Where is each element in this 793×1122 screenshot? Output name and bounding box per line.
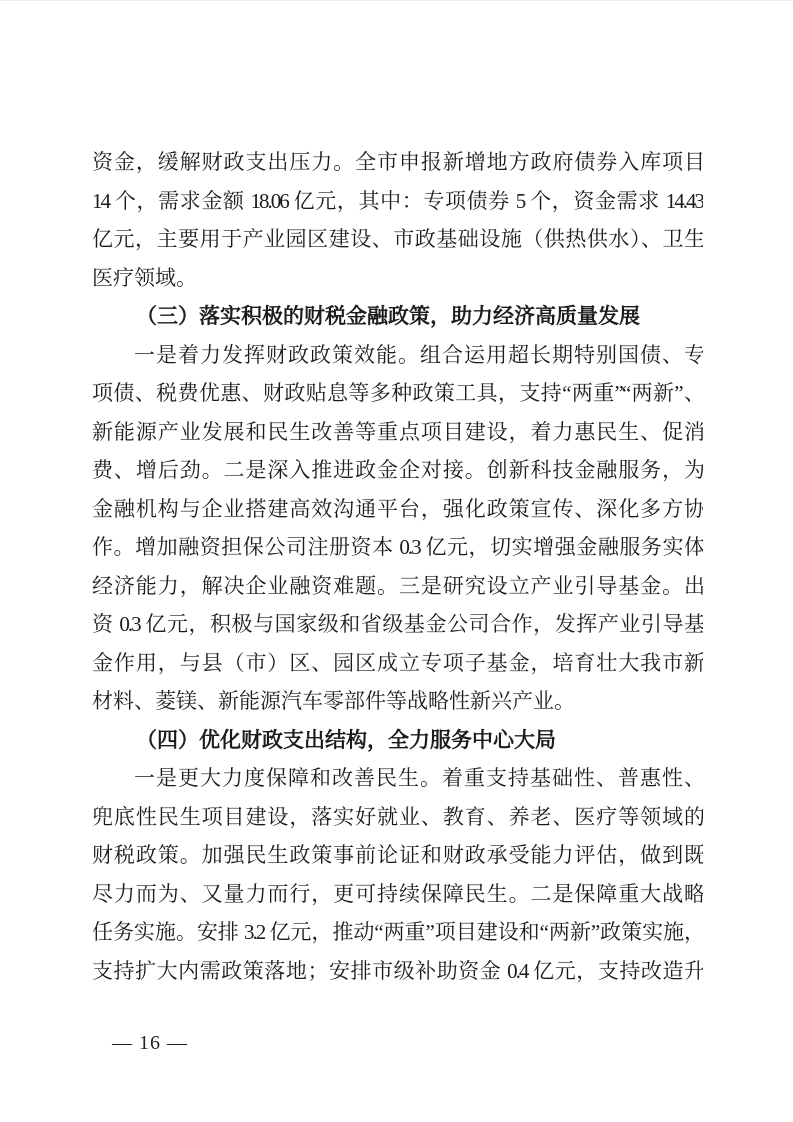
text-line: 财税政策。加强民生政策事前论证和财政承受能力评估，做到既 xyxy=(92,843,703,867)
text-line: 新能源产业发展和民生改善等重点项目建设，着力惠民生、促消 xyxy=(92,419,703,444)
text-line: 14 个，需求金额 18.06 亿元，其中：专项债券 5 个，资金需求 14.43 xyxy=(92,188,703,213)
page-number: — 16 — xyxy=(112,1032,188,1054)
text-line: 金融机构与企业搭建高效沟通平台，强化政策宣传、深化多方协 xyxy=(92,496,703,521)
text-line: 项债、税费优惠、财政贴息等多种政策工具，支持“两重”“两新”、 xyxy=(92,381,703,405)
text-line: 资金，缓解财政支出压力。全市申报新增地方政府债券入库项目 xyxy=(92,150,703,174)
text-line: 一是着力发挥财政政策效能。组合运用超长期特别国债、专 xyxy=(134,342,703,367)
text-line: 经济能力，解决企业融资难题。三是研究设立产业引导基金。出 xyxy=(92,573,703,598)
text-line: 任务实施。安排 3.2 亿元，推动“两重”项目建设和“两新”政策实施， xyxy=(92,920,703,944)
text-line: 亿元，主要用于产业园区建设、市政基础设施（供热供水）、卫生 xyxy=(92,227,703,251)
text-line: 材料、菱镁、新能源汽车零部件等战略性新兴产业。 xyxy=(92,689,575,713)
section-heading: （三）落实积极的财税金融政策，助力经济高质量发展 xyxy=(136,304,640,328)
text-line: 医疗领域。 xyxy=(92,265,197,290)
text-line: 作。增加融资担保公司注册资本 0.3 亿元，切实增强金融服务实体 xyxy=(92,535,703,559)
text-line: 支持扩大内需政策落地；安排市级补助资金 0.4 亿元，支持改造升 xyxy=(92,958,703,983)
text-line: 兜底性民生项目建设，落实好就业、教育、养老、医疗等领域的 xyxy=(92,804,703,829)
text-line: 资 0.3 亿元，积极与国家级和省级基金公司合作，发挥产业引导基 xyxy=(92,612,703,636)
document-lines xyxy=(92,143,703,990)
text-line: 尽力而为、又量力而行，更可持续保障民生。二是保障重大战略 xyxy=(92,881,703,906)
text-line: 金作用，与县（市）区、园区成立专项子基金，培育壮大我市新 xyxy=(92,650,703,675)
text-line: 费、增后劲。二是深入推进政金企对接。创新科技金融服务，为 xyxy=(92,458,703,482)
text-line: 一是更大力度保障和改善民生。着重支持基础性、普惠性、 xyxy=(134,766,703,790)
section-heading: （四）优化财政支出结构，全力服务中心大局 xyxy=(136,727,556,752)
